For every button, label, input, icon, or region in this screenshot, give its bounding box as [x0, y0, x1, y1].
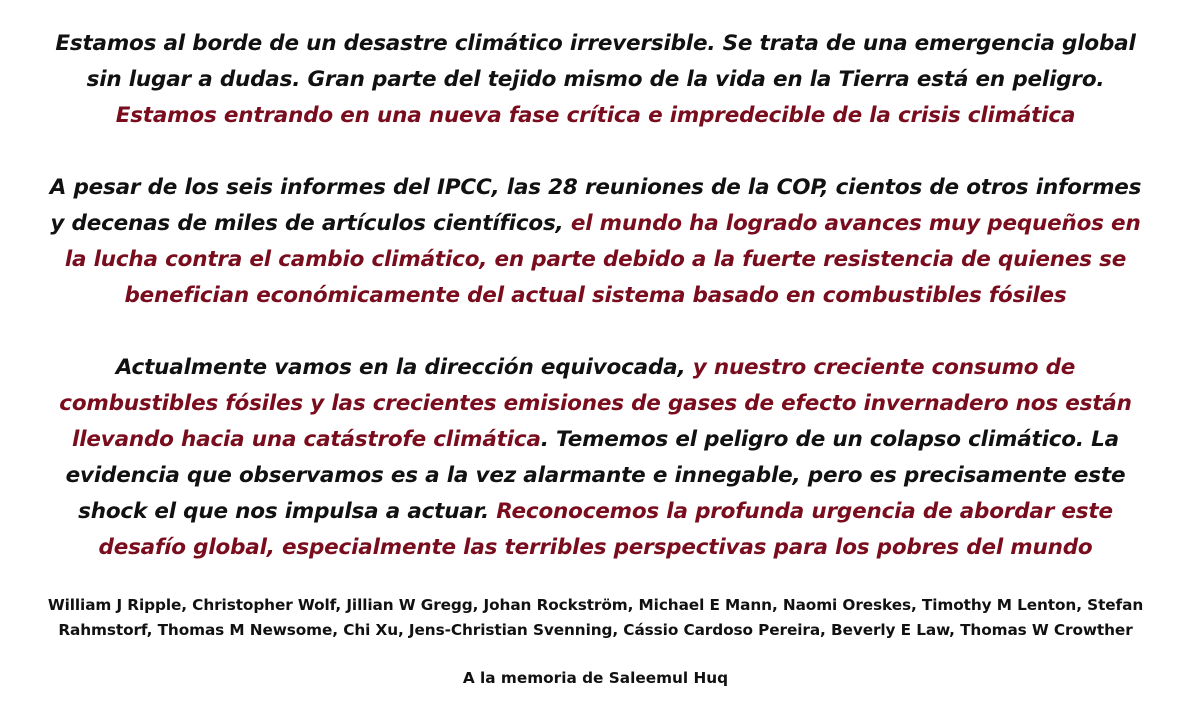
highlighted-text-segment: el mundo ha logrado avances muy pequeños en	[570, 211, 1141, 236]
paragraph-2-line-3	[21, 242, 1171, 278]
text-segment: shock el que nos impulsa a actuar.	[78, 499, 497, 524]
paragraph-1	[21, 26, 1171, 134]
author-list-line-1: William J Ripple, Christopher Wolf, Jillian W Gregg, Johan Rockström, Michael E Mann, Naomi Oreskes, Timothy M Lenton, Stefan	[47, 596, 1144, 614]
highlighted-text-segment: benefician económicamente del actual sistema basado en combustibles fósiles	[124, 283, 1067, 308]
highlighted-text-segment: llevando hacia una catástrofe climática	[72, 427, 541, 452]
text-segment: evidencia que observamos es a la vez alarmante e innegable, pero es precisamente este	[65, 463, 1126, 488]
author-list-line-2: Rahmstorf, Thomas M Newsome, Chi Xu, Jens-Christian Svenning, Cássio Cardoso Pereira, Beverly E Law, Thomas W Crowther	[58, 621, 1133, 639]
highlighted-text-segment: desafío global, especialmente las terribles perspectivas para los pobres del mundo	[98, 535, 1093, 560]
paragraph-1-line-1	[21, 26, 1171, 62]
text-segment: y decenas de miles de artículos científicos,	[50, 211, 571, 236]
manifesto-body	[0, 26, 1191, 566]
paragraph-3-line-3	[21, 422, 1171, 458]
highlighted-text-segment: la lucha contra el cambio climático, en parte debido a la fuerte resistencia de quienes se	[64, 247, 1127, 272]
paragraph-2-line-4	[21, 278, 1171, 314]
paragraph-1-line-3	[21, 98, 1171, 134]
highlighted-text-segment: combustibles fósiles y las crecientes emisiones de gases de efecto invernadero nos están	[59, 391, 1132, 416]
paragraph-2	[21, 170, 1171, 314]
highlighted-text-segment: Estamos entrando en una nueva fase crítica e impredecible de la crisis climática	[115, 103, 1076, 128]
paragraph-3-line-4	[21, 458, 1171, 494]
paragraph-2-line-2	[21, 206, 1171, 242]
text-segment: A pesar de los seis informes del IPCC, las 28 reuniones de la COP, cientos de otros informes	[49, 175, 1142, 200]
paragraph-3-line-2	[21, 386, 1171, 422]
paragraph-3-line-1	[21, 350, 1171, 386]
highlighted-text-segment: Reconocemos la profunda urgencia de abordar este	[496, 499, 1113, 524]
text-segment: . Tememos el peligro de un colapso climático. La	[540, 427, 1119, 452]
text-segment: Actualmente vamos en la dirección equivocada,	[115, 355, 693, 380]
paragraph-2-line-1	[21, 170, 1171, 206]
paragraph-3	[21, 350, 1171, 566]
highlighted-text-segment: y nuestro creciente consumo de	[692, 355, 1076, 380]
paragraph-3-line-5	[21, 494, 1171, 530]
paragraph-1-line-2	[21, 62, 1171, 98]
memorial-dedication: A la memoria de Saleemul Huq	[462, 669, 729, 687]
paragraph-3-line-6	[21, 530, 1171, 566]
text-segment: sin lugar a dudas. Gran parte del tejido mismo de la vida en la Tierra está en peligro.	[86, 67, 1105, 92]
text-segment: Estamos al borde de un desastre climático irreversible. Se trata de una emergencia global	[55, 31, 1136, 56]
author-list	[0, 593, 1191, 643]
